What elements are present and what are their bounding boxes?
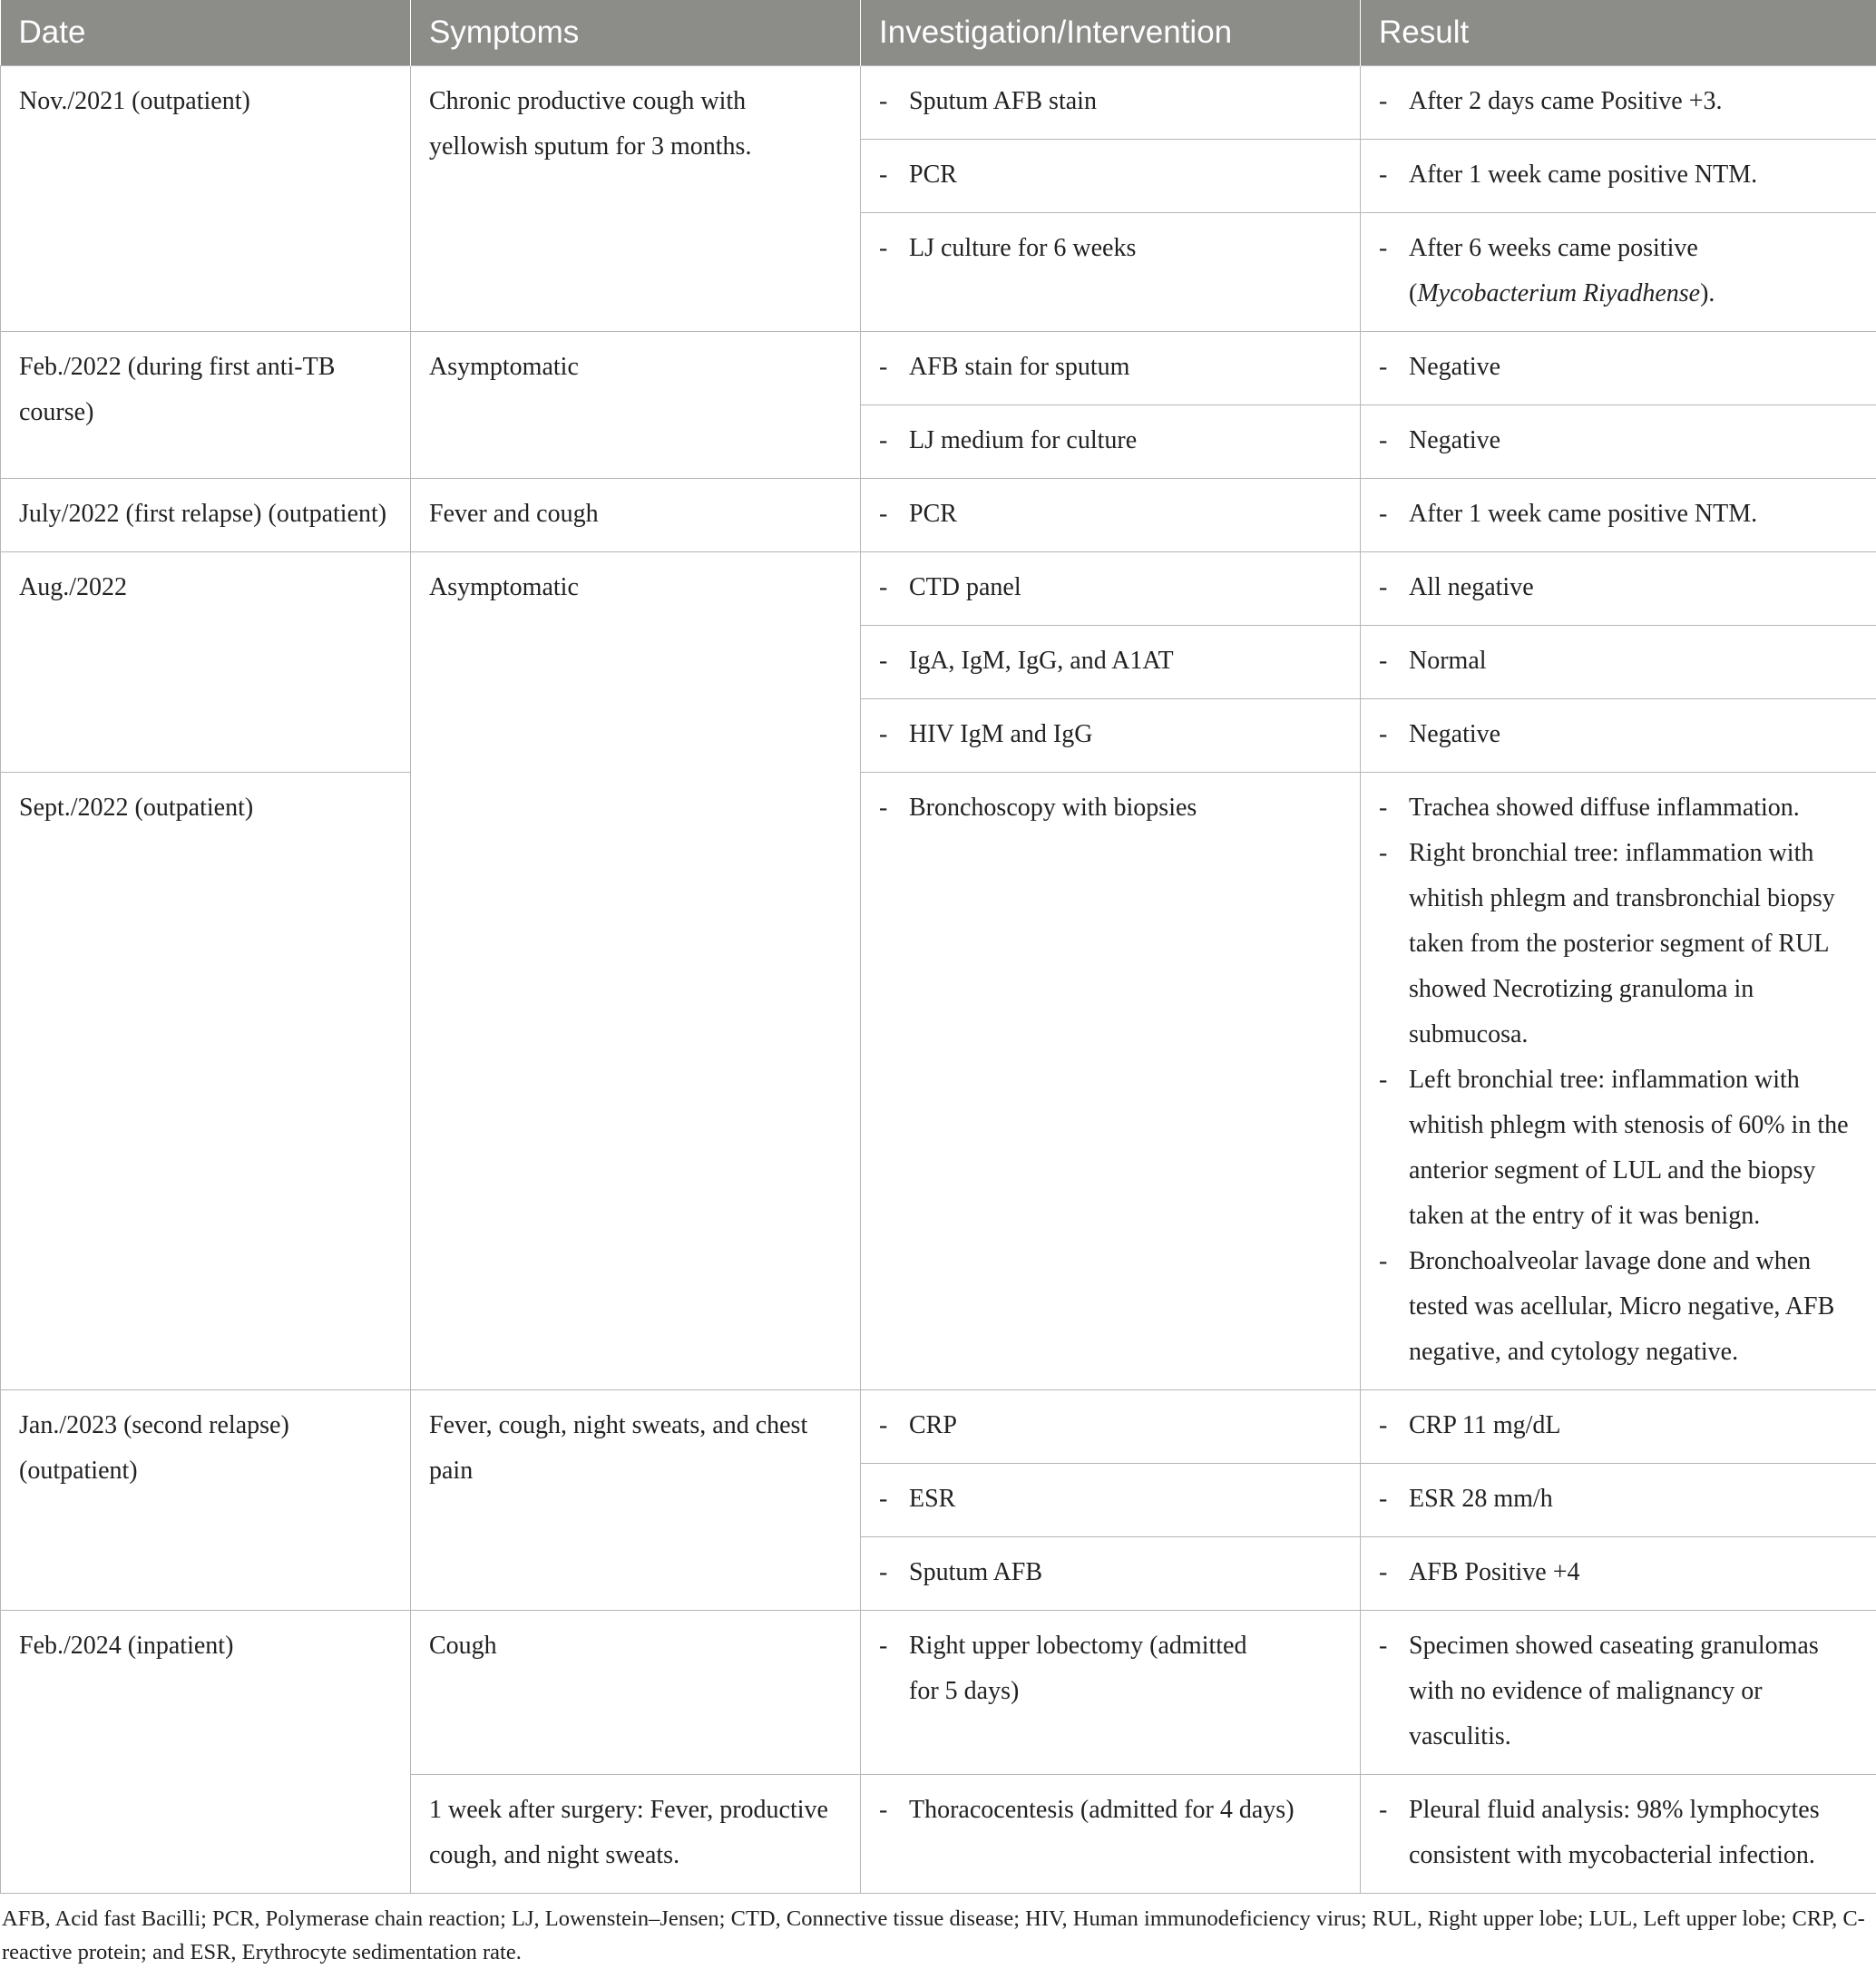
header-date: Date <box>1 0 411 66</box>
paren-close: ). <box>1700 279 1715 307</box>
result-item: - Right bronchial tree: inflammation with whitish phlegm and transbronchial biopsy taken from the posterior segment of RUL showed Necrotizing granuloma in submucosa. <box>1379 831 1858 1058</box>
result-cell: - Negative <box>1361 332 1876 405</box>
result-cell: - After 1 week came positive NTM. <box>1361 479 1876 552</box>
header-result: Result <box>1361 0 1876 66</box>
investigation-cell: - Bronchoscopy with biopsies <box>861 773 1361 1390</box>
investigation-cell: - AFB stain for sputum <box>861 332 1361 405</box>
symptoms-cell: Fever and cough <box>411 479 861 552</box>
investigation-cell: - Sputum AFB stain <box>861 66 1361 140</box>
result-cell <box>1361 773 1876 1390</box>
investigation-cell: - CRP <box>861 1390 1361 1464</box>
header-row <box>1 0 1876 66</box>
paren-open: ( <box>1409 279 1417 307</box>
date-cell: Jan./2023 (second relapse) (outpatient) <box>1 1390 411 1611</box>
date-cell: Aug./2022 <box>1 552 411 773</box>
result-cell: - All negative <box>1361 552 1876 626</box>
table-row <box>1 479 1876 552</box>
species-name: Mycobacterium Riyadhense <box>1417 279 1700 307</box>
table-row <box>1 773 1876 1390</box>
result-cell <box>1361 213 1876 332</box>
result-cell: - Negative <box>1361 405 1876 479</box>
symptoms-cell: Chronic productive cough with yellowish sputum for 3 months. <box>411 66 861 332</box>
investigation-cell: - HIV IgM and IgG <box>861 699 1361 773</box>
investigation-cell: - PCR <box>861 479 1361 552</box>
result-item: - Trachea showed diffuse inflammation. <box>1379 785 1858 831</box>
result-cell: - Pleural fluid analysis: 98% lymphocytes consistent with mycobacterial infection. <box>1361 1775 1876 1894</box>
table-row <box>1 552 1876 626</box>
result-cell: - Specimen showed caseating granulomas with no evidence of malignancy or vasculitis. <box>1361 1611 1876 1775</box>
date-cell: Feb./2022 (during first anti-TB course) <box>1 332 411 479</box>
investigation-cell: - Right upper lobectomy (admitted for 5 days) <box>861 1611 1361 1775</box>
date-cell: Feb./2024 (inpatient) <box>1 1611 411 1894</box>
result-cell: - CRP 11 mg/dL <box>1361 1390 1876 1464</box>
investigation-cell: - Sputum AFB <box>861 1537 1361 1611</box>
investigation-cell: - Thoracocentesis (admitted for 4 days) <box>861 1775 1361 1894</box>
result-item: - Left bronchial tree: inflammation with whitish phlegm with stenosis of 60% in the anterior segment of LUL and the biopsy taken at the entry of it was benign. <box>1379 1058 1858 1239</box>
date-cell: Nov./2021 (outpatient) <box>1 66 411 332</box>
symptoms-cell: Asymptomatic <box>411 332 861 479</box>
result-cell: - Normal <box>1361 626 1876 699</box>
investigation-cell: - PCR <box>861 140 1361 213</box>
table-row <box>1 332 1876 405</box>
result-cell: - After 2 days came Positive +3. <box>1361 66 1876 140</box>
symptoms-cell: Fever, cough, night sweats, and chest pain <box>411 1390 861 1611</box>
header-investigation: Investigation/Intervention <box>861 0 1361 66</box>
result-cell: - After 1 week came positive NTM. <box>1361 140 1876 213</box>
header-symptoms: Symptoms <box>411 0 861 66</box>
symptoms-cell: Cough <box>411 1611 861 1775</box>
symptoms-cell: Asymptomatic <box>411 552 861 1390</box>
table-row <box>1 1611 1876 1775</box>
result-item: - Bronchoalveolar lavage done and when tested was acellular, Micro negative, AFB negative, and cytology negative. <box>1379 1239 1858 1375</box>
investigation-cell: - ESR <box>861 1464 1361 1537</box>
table-header <box>1 0 1876 66</box>
table-row <box>1 66 1876 140</box>
table-row <box>1 1390 1876 1464</box>
result-text: After 6 weeks came positive <box>1409 234 1698 262</box>
investigation-cell: - CTD panel <box>861 552 1361 626</box>
result-cell: - Negative <box>1361 699 1876 773</box>
date-cell: Sept./2022 (outpatient) <box>1 773 411 1390</box>
symptoms-cell: 1 week after surgery: Fever, productive cough, and night sweats. <box>411 1775 861 1894</box>
investigation-cell: - IgA, IgM, IgG, and A1AT <box>861 626 1361 699</box>
result-cell: - AFB Positive +4 <box>1361 1537 1876 1611</box>
date-cell: July/2022 (first relapse) (outpatient) <box>1 479 411 552</box>
result-cell: - ESR 28 mm/h <box>1361 1464 1876 1537</box>
investigation-cell: - LJ culture for 6 weeks <box>861 213 1361 332</box>
table-body <box>1 66 1876 1894</box>
table-footnote: AFB, Acid fast Bacilli; PCR, Polymerase chain reaction; LJ, Lowenstein–Jensen; CTD, Connective tissue disease; HIV, Human immunodeficiency virus; RUL, Right upper lobe; LUL, Left upper lobe; CRP, C-reactive protein; and ESR, Erythrocyte sedimentation rate. <box>0 1894 1871 1969</box>
investigation-cell: - LJ medium for culture <box>861 405 1361 479</box>
